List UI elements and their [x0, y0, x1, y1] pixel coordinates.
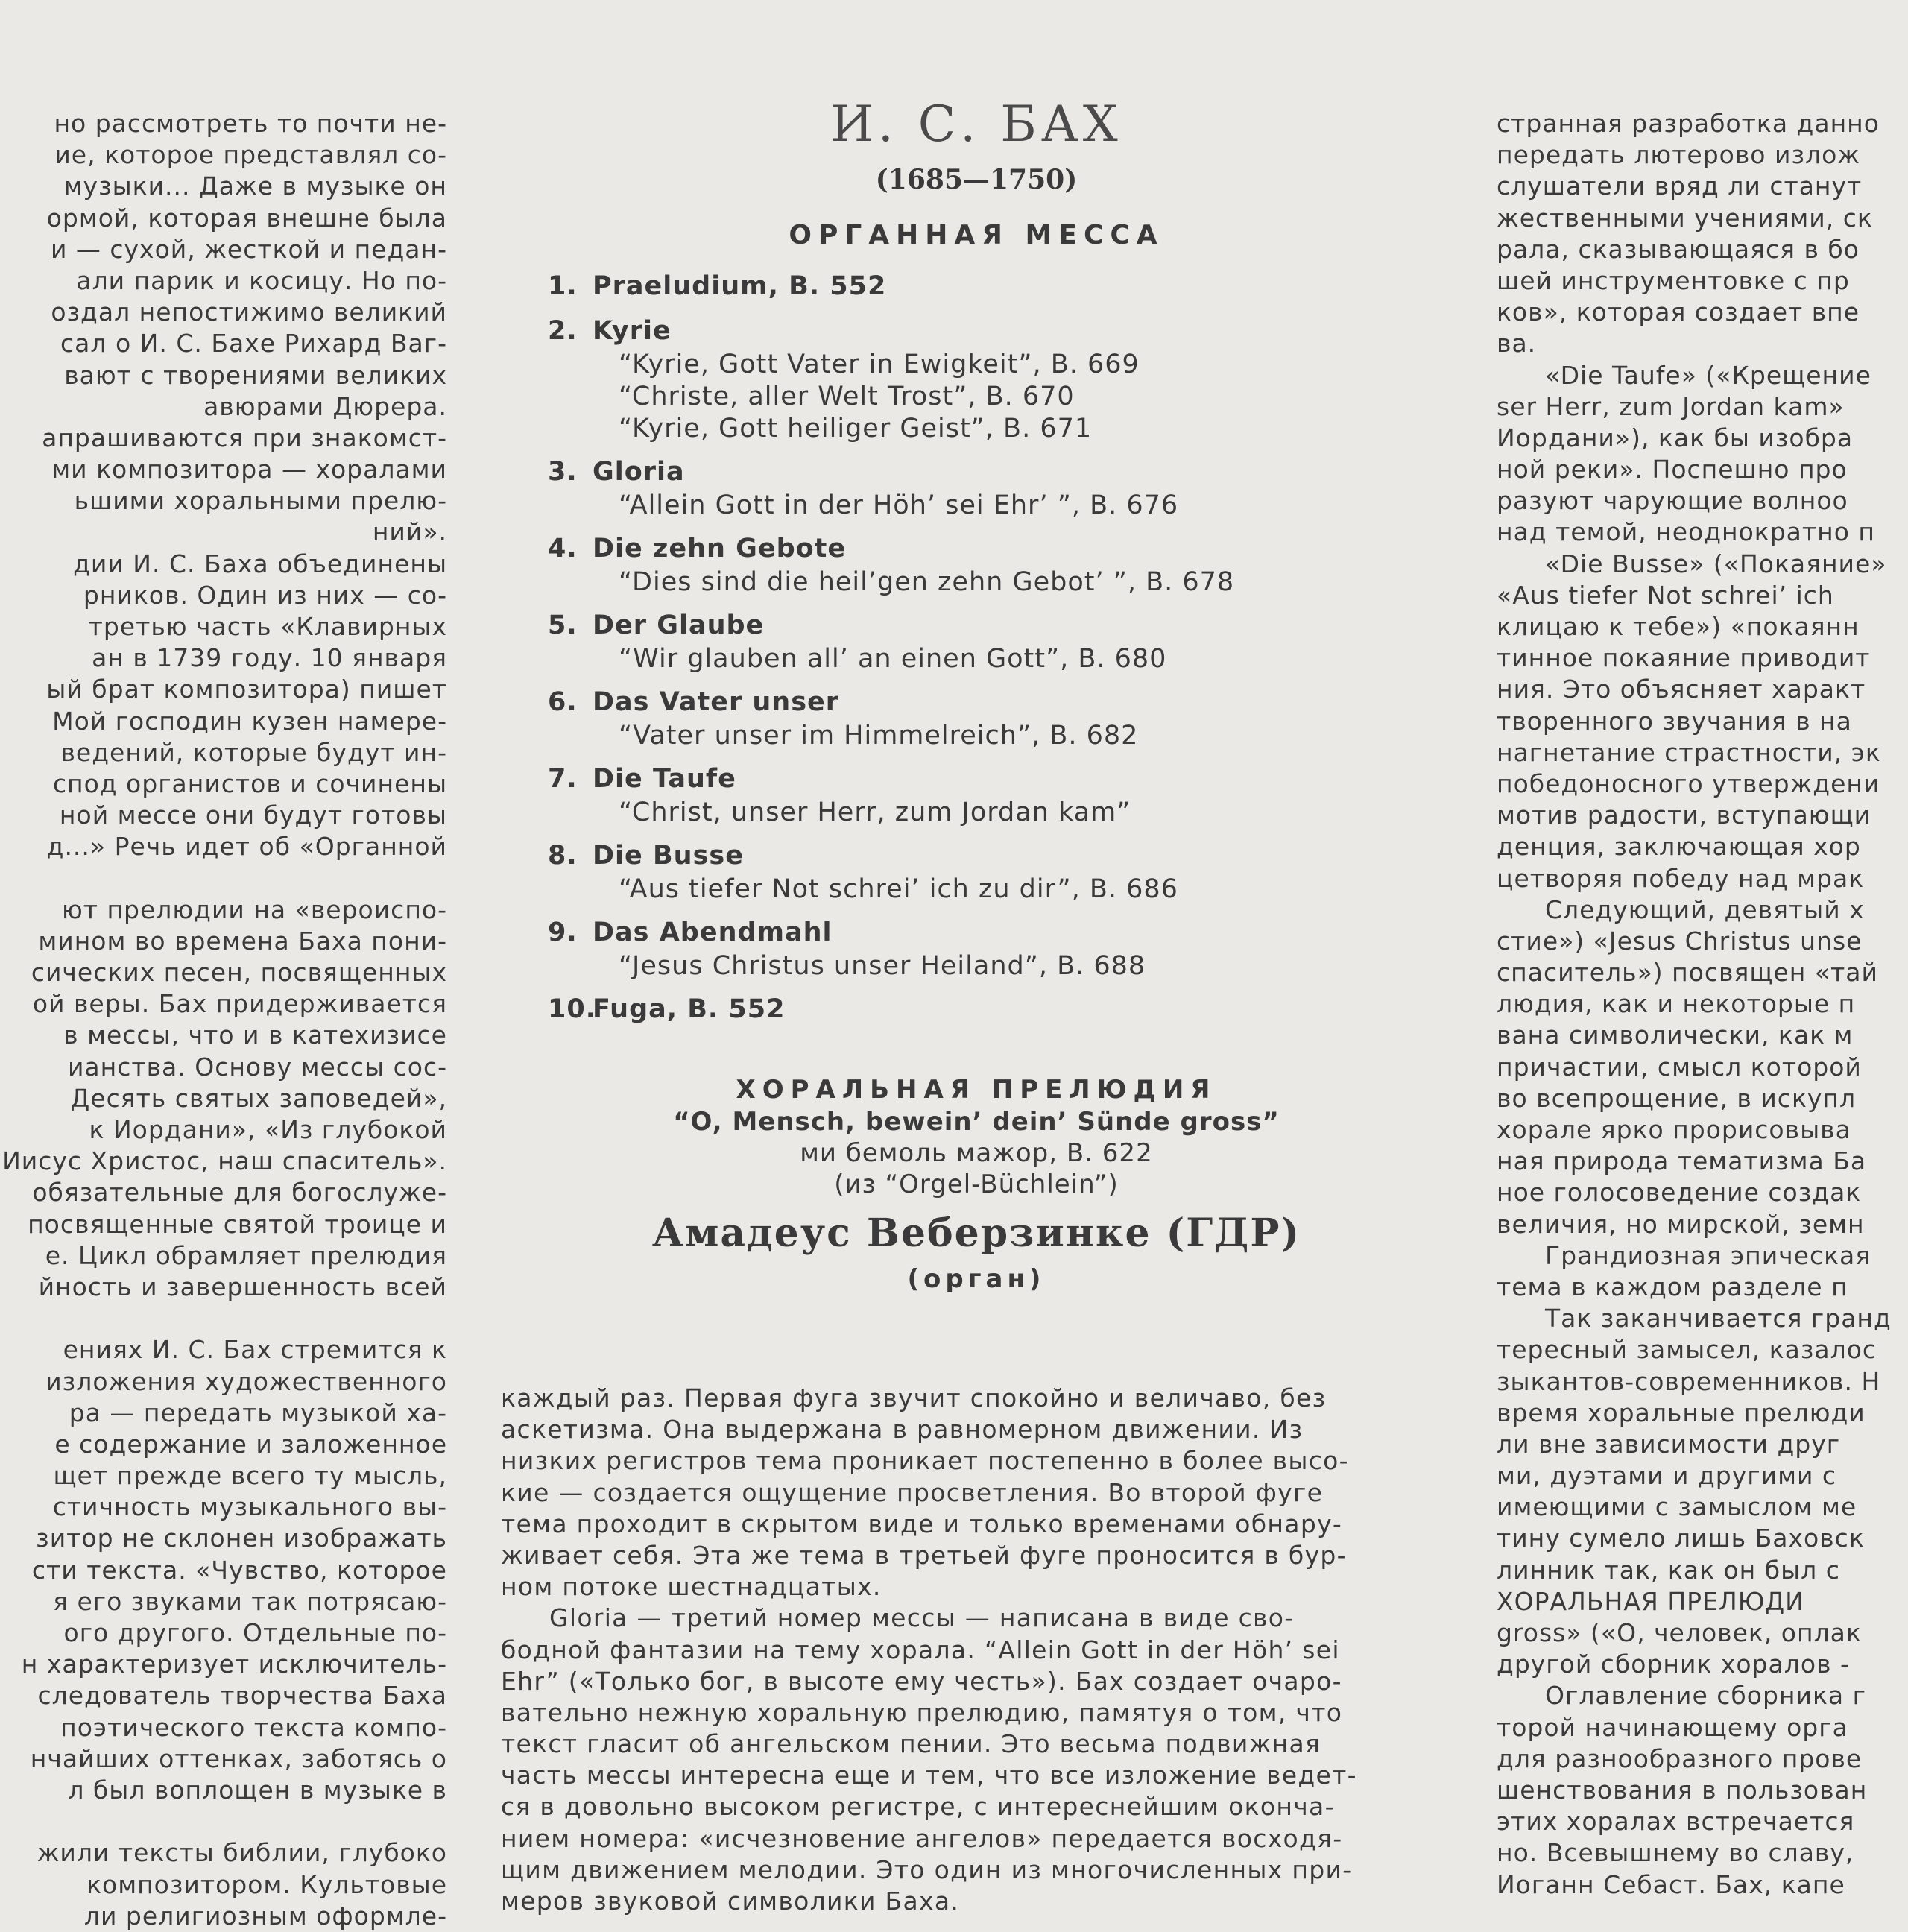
text-line: передать лютерово излож [1497, 140, 1860, 170]
text-line: Иисус Христос, наш спаситель». [2, 1146, 447, 1176]
text-line: ьшими хоральными прелю- [74, 486, 447, 516]
track-number: 4. [548, 534, 578, 564]
text-line: но. Всевышнему во славу, [1497, 1838, 1854, 1868]
text-line: низких регистров тема проникает постепенно в более высо- [501, 1446, 1349, 1476]
track-title [548, 838, 1368, 874]
text-line: нием номера: «исчезновение ангелов» передается восходя- [501, 1823, 1343, 1853]
text-line: композитором. Культовые [86, 1869, 447, 1899]
text-line: е. Цикл обрамляет прелюдия [45, 1240, 447, 1270]
text-line: ми композитора — хоралами [51, 455, 447, 484]
text-line: победоносного утверждени [1497, 768, 1880, 798]
text-line: оздал непостижимо великий [51, 297, 447, 327]
text-line [0, 863, 447, 894]
right-text-column [1497, 108, 1908, 1908]
text-line: али парик и косицу. Но по- [76, 265, 447, 295]
text-line: странная разработка данно [1497, 109, 1880, 138]
text-line: вательно нежную хоральную прелюдию, памятуя о том, что [501, 1697, 1343, 1727]
track-chorale: “Christe, aller Welt Trost”, В. 670 [619, 382, 1075, 411]
text-line: мином во времена Баха пони- [38, 926, 447, 956]
text-line: вают с творениями великих [64, 360, 447, 390]
text-line: ан в 1739 году. 10 января [92, 643, 447, 673]
text-line: поэтического текста компо- [60, 1712, 447, 1742]
text-line: сических песен, посвященных [31, 958, 447, 988]
text-line: я его звуками так потрясаю- [53, 1586, 447, 1616]
text-line: авюрами Дюрера. [203, 391, 447, 421]
text-line: н характеризует исключитель- [21, 1650, 447, 1679]
track-chorale: “Kyrie, Gott heiliger Geist”, В. 671 [619, 414, 1093, 443]
text-line: слушатели вряд ли станут [1497, 171, 1863, 201]
text-line: обязательные для богослуже- [32, 1178, 447, 1208]
text-line: денция, заключающая хор [1497, 832, 1861, 862]
text-line: над темой, неоднократно п [1497, 517, 1875, 547]
text-line: меров звуковой символики Баха. [501, 1887, 960, 1916]
text-line: ва. [1497, 329, 1537, 359]
track-name: Fuga, В. 552 [593, 994, 786, 1024]
text-line: йность и завершенность всей [38, 1272, 447, 1301]
left-text-column [0, 108, 447, 1931]
text-line: ли вне зависимости друг [1497, 1429, 1841, 1459]
text-line: линник так, как он был с [1497, 1555, 1840, 1585]
text-line: ианства. Основу мессы сос- [67, 1052, 447, 1082]
text-line: клицаю к тебе») «покаянн [1497, 612, 1860, 641]
text-line: стичность музыкального вы- [52, 1492, 447, 1522]
track-name: Die Busse [593, 841, 744, 871]
track-name: Gloria [593, 457, 685, 487]
track-title [548, 684, 1368, 720]
track-list [548, 268, 1368, 1036]
text-line: тема проходит в скрытом виде и только временами обнару- [501, 1509, 1343, 1538]
track-chorale: “Christ, unser Herr, zum Jordan kam” [619, 798, 1131, 827]
text-line: музыки... Даже в музыке он [63, 171, 447, 201]
track-number: 9. [548, 918, 578, 947]
text-line: жественными учениями, ск [1497, 203, 1873, 233]
text-line: аскетизма. Она выдержана в равномерном движении. Из [501, 1415, 1304, 1445]
text-line: сти текста. «Чувство, которое [31, 1555, 447, 1585]
text-line: ми, дуэтами и другими с [1497, 1461, 1837, 1491]
text-line: Грандиозная эпическая [1545, 1240, 1871, 1270]
text-line: ной мессе они будут готовы [59, 801, 447, 830]
text-line: ХОРАЛЬНАЯ ПРЕЛЮДИ [1497, 1586, 1804, 1616]
text-line: ого другого. Отдельные по- [63, 1618, 447, 1647]
composer-title: И. С. БАХ [830, 95, 1122, 153]
text-line: Так заканчивается гранд [1545, 1304, 1892, 1333]
text-line: е содержание и заложенное [54, 1429, 447, 1459]
text-line: ser Herr, zum Jordan kam» [1497, 391, 1845, 421]
track-number: 6. [548, 687, 578, 717]
text-line: шенствования в пользован [1497, 1775, 1868, 1805]
track-number: 8. [548, 841, 578, 871]
track-item [548, 268, 1368, 304]
track-number: 7. [548, 764, 578, 794]
track-number: 2. [548, 316, 578, 346]
text-line: ная природа тематизма Ба [1497, 1146, 1867, 1176]
track-item [548, 915, 1368, 982]
track-number: 10. [548, 994, 597, 1024]
text-line: ное голосоведение создак [1497, 1178, 1862, 1208]
text-line: тинное покаяние приводит [1497, 643, 1871, 673]
performer-instrument: (орган) [907, 1264, 1046, 1294]
text-line: «Aus tiefer Not schrei’ ich [1497, 580, 1834, 610]
text-line: бодной фантазии на тему хорала. “Allein Gott in der Höh’ sei [501, 1635, 1340, 1664]
text-line: творенного звучания в на [1497, 706, 1852, 736]
text-line: л был воплощен в музыке в [68, 1775, 447, 1805]
text-line: ют прелюдии на «вероиспо- [61, 894, 447, 924]
track-name: Das Abendmahl [593, 918, 833, 947]
track-name: Die zehn Gebote [593, 534, 847, 564]
text-line: кие — создается ощущение просветления. Во второй фуге [501, 1477, 1324, 1507]
track-name: Die Taufe [593, 764, 736, 794]
text-line: ной реки». Поспешно про [1497, 455, 1848, 484]
track-number: 5. [548, 610, 578, 640]
text-line: апрашиваются при знакомст- [42, 423, 447, 452]
text-line: ний». [372, 517, 447, 547]
track-chorale: “Jesus Christus unser Heiland”, В. 688 [619, 951, 1146, 981]
text-line: следователь творчества Баха [37, 1681, 447, 1711]
track-title [548, 313, 1368, 349]
text-line: ормой, которая внешне была [46, 203, 447, 233]
text-line: д...» Речь идет об «Органной [46, 832, 447, 862]
text-line: спаситель») посвящен «тай [1497, 958, 1878, 988]
track-chorale: “Aus tiefer Not schrei’ ich zu dir”, В. 686 [619, 874, 1178, 904]
text-line: ра — передать музыкой ха- [69, 1398, 447, 1427]
text-line: дии И. С. Баха объединены [73, 549, 447, 578]
text-line: живает себя. Эта же тема в третьей фуге проносится в бур- [501, 1540, 1347, 1570]
text-line: торой начинающему орга [1497, 1712, 1848, 1742]
text-line: Оглавление сборника г [1545, 1681, 1866, 1711]
track-number: 3. [548, 457, 578, 487]
track-name: Kyrie [593, 316, 672, 346]
text-line: в мессы, что и в катехизисе [63, 1020, 447, 1050]
text-line: Gloria — третий номер мессы — написана в виде сво- [549, 1603, 1295, 1633]
text-line: ый брат композитора) пишет [46, 675, 447, 704]
composer-years: (1685—1750) [875, 164, 1078, 195]
text-line: во всепрощение, в искупл [1497, 1083, 1857, 1113]
text-line: хорале ярко прорисовыва [1497, 1115, 1851, 1144]
track-title [548, 454, 1368, 490]
text-line: время хоральные прелюди [1497, 1398, 1866, 1427]
prelude-block [581, 1073, 1371, 1295]
track-item [548, 454, 1368, 522]
text-line: ном потоке шестнадцатых. [501, 1572, 882, 1602]
text-line: к Иордани», «Из глубокой [89, 1115, 447, 1144]
text-line: щим движением мелодии. Это один из многочисленных при- [501, 1854, 1353, 1884]
text-line: ли религиозным оформле- [83, 1901, 447, 1931]
track-number: 1. [548, 271, 578, 301]
text-line: «Die Taufe» («Крещение [1545, 360, 1871, 390]
track-chorale: “Allein Gott in der Höh’ sei Ehr’ ”, В. 676 [619, 490, 1179, 520]
text-line: тересный замысел, казалос [1497, 1335, 1877, 1365]
text-line: ся в довольно высоком регистре, с интереснейшим оконча- [501, 1792, 1335, 1822]
text-line: Ehr” («Только бог, в высоте ему честь»). Бах создает очаро- [501, 1666, 1342, 1696]
text-line: тину сумело лишь Баховск [1497, 1524, 1865, 1553]
text-line: людия, как и некоторые п [1497, 989, 1856, 1019]
text-line: часть мессы интересна еще и тем, что все изложение ведет- [501, 1761, 1357, 1790]
track-item [548, 838, 1368, 906]
track-title [548, 268, 1368, 304]
text-line: но рассмотреть то почти не- [54, 109, 447, 138]
text-line: тема в каждом разделе п [1497, 1272, 1848, 1301]
mass-title: ОРГАННАЯ МЕССА [789, 220, 1164, 250]
text-line: жили тексты библии, глубоко [37, 1838, 447, 1868]
track-item [548, 607, 1368, 675]
text-line: третью часть «Клавирных [88, 612, 447, 641]
track-item [548, 531, 1368, 599]
text-line: ие, которое представлял со- [54, 140, 447, 170]
text-line: посвященные святой троице и [28, 1209, 447, 1239]
text-line: сал о И. С. Бахе Рихард Ваг- [60, 329, 447, 359]
track-chorale: “Kyrie, Gott Vater in Ewigkeit”, В. 669 [619, 350, 1140, 379]
track-item [548, 684, 1368, 752]
track-name: Praeludium, В. 552 [593, 271, 887, 301]
text-line: Мой господин кузен намере- [52, 706, 447, 736]
prelude-heading: ХОРАЛЬНАЯ ПРЕЛЮДИЯ [736, 1075, 1217, 1105]
text-line [0, 1303, 447, 1334]
text-line: изложения художественного [45, 1366, 447, 1396]
text-line: ков», которая создает впе [1497, 297, 1860, 327]
bottom-text-column [501, 1383, 1446, 1916]
text-line: Следующий, девятый х [1545, 894, 1865, 924]
track-title [548, 991, 1368, 1027]
track-name: Der Glaube [593, 610, 765, 640]
text-line: нагнетание страстности, эк [1497, 737, 1881, 767]
text-line: мотив радости, вступающи [1497, 801, 1871, 830]
text-line: ния. Это объясняет характ [1497, 675, 1866, 704]
text-line: ой веры. Бах придерживается [32, 989, 447, 1019]
track-chorale: “Dies sind die heil’gen zehn Gebot’ ”, В. 678 [619, 567, 1235, 597]
performer-name: Амадеус Веберзинке (ГДР) [651, 1210, 1301, 1256]
track-item [548, 761, 1368, 829]
text-line: каждый раз. Первая фуга звучит спокойно и величаво, без [501, 1383, 1327, 1412]
text-line: для разнообразного прове [1497, 1743, 1863, 1773]
text-line: величия, но мирской, земн [1497, 1209, 1865, 1239]
text-line [0, 1806, 447, 1837]
track-item [548, 991, 1368, 1027]
track-chorale: “Vater unser im Himmelreich”, В. 682 [619, 721, 1139, 751]
text-line: причастии, смысл которой [1497, 1052, 1862, 1082]
text-line: этих хоралах встречается [1497, 1807, 1855, 1837]
text-line: ведений, которые будут ин- [60, 737, 447, 767]
track-title [548, 915, 1368, 950]
prelude-chorale: “O, Mensch, bewein’ dein’ Sünde gross” [673, 1107, 1280, 1137]
prelude-source: (из “Orgel-Büchlein”) [834, 1169, 1119, 1199]
track-title [548, 531, 1368, 566]
text-line: Иоганн Себаст. Бах, капе [1497, 1869, 1845, 1899]
text-line: имеющими с замыслом ме [1497, 1492, 1857, 1522]
track-title [548, 761, 1368, 797]
track-chorale: “Wir glauben all’ an einen Gott”, В. 680 [619, 644, 1167, 674]
text-line: зитор не склонен изображать [36, 1524, 447, 1553]
prelude-key: ми бемоль мажор, В. 622 [800, 1138, 1153, 1168]
text-line: зыкантов-современников. Н [1497, 1366, 1881, 1396]
text-line: текст гласит об ангельском пении. Это весьма подвижная [501, 1729, 1321, 1759]
text-line: Иордани»), как бы изобра [1497, 423, 1854, 452]
text-line: шей инструментовке с пр [1497, 265, 1850, 295]
track-title [548, 607, 1368, 643]
text-line: цетворяя победу над мрак [1497, 863, 1865, 893]
text-line: ениях И. С. Бах стремится к [63, 1335, 447, 1365]
text-line: спод органистов и сочинены [52, 768, 447, 798]
track-item [548, 313, 1368, 445]
text-line: «Die Busse» («Покаяние» [1545, 549, 1887, 578]
text-line: стие») «Jesus Christus unse [1497, 926, 1863, 956]
text-line: gross» («О, человек, оплак [1497, 1618, 1862, 1647]
track-name: Das Vater unser [593, 687, 840, 717]
text-line: рников. Один из них — со- [83, 580, 447, 610]
text-line: разуют чарующие волноо [1497, 486, 1848, 516]
text-line: щет прежде всего ту мысль, [53, 1461, 447, 1491]
text-line: вана символически, как м [1497, 1020, 1854, 1050]
text-line: Десять святых заповедей», [70, 1083, 447, 1113]
text-line: рала, сказывающаяся в бо [1497, 234, 1860, 264]
text-line: нчайших оттенках, заботясь о [30, 1743, 447, 1773]
text-line: и — сухой, жесткой и педан- [50, 234, 447, 264]
text-line: другой сборник хоралов - [1497, 1650, 1850, 1679]
